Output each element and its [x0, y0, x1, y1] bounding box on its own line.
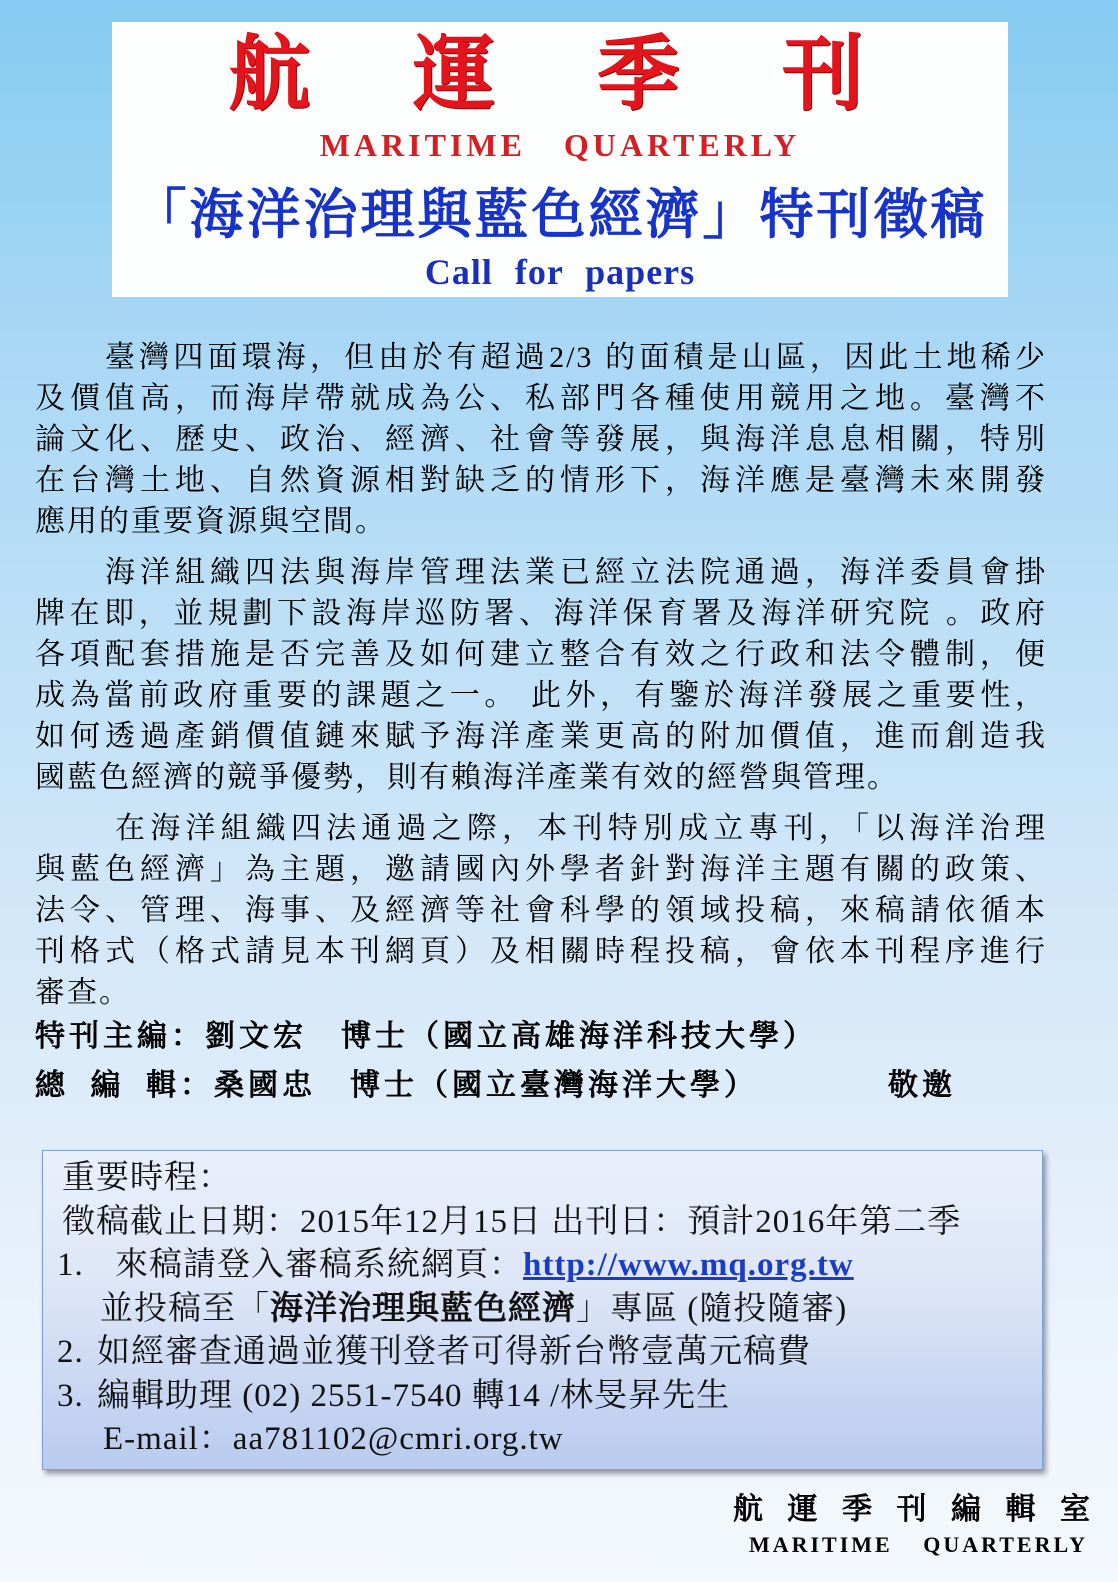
item-number: 2.	[57, 1334, 84, 1370]
paragraph-line: 在海洋組織四法通過之際，本刊特別成立專刊，「以海洋治理	[115, 812, 1047, 845]
masthead-title-zh: 航 運 季 刊	[228, 29, 864, 120]
paragraph-line: 審查。	[35, 976, 131, 1009]
schedule-item-2	[57, 1331, 1024, 1375]
masthead-title-en: MARITIME QUARTERLY	[319, 127, 801, 163]
schedule-item-3	[57, 1375, 1024, 1419]
item-detail-text: 」專區 (隨投隨審)	[576, 1290, 848, 1327]
paragraph-line: 如何透過產銷價值鏈來賦予海洋產業更高的附加價值，進而創造我	[35, 720, 1047, 753]
call-for-papers-subtitle: Call for papers	[424, 252, 696, 292]
schedule-item-1	[57, 1244, 1024, 1288]
paragraph-line: 法令、管理、海事、及經濟等社會科學的領域投稿，來稿請依循本	[35, 894, 1047, 927]
paragraph-line: 牌在即，並規劃下設海岸巡防署、海洋保育署及海洋研究院 。政府	[35, 597, 1047, 630]
paragraph-line: 臺灣四面環海，但由於有超過2/3 的面積是山區，因此土地稀少	[105, 341, 1047, 374]
contact-email: E-mail：aa781102@cmri.org.tw	[103, 1421, 564, 1457]
item-detail-text: 並投稿至「	[100, 1290, 270, 1327]
guest-editor-line: 特刊主編：劉文宏 博士（國立高雄海洋科技大學）	[35, 1020, 817, 1053]
body-text	[35, 337, 1047, 1013]
submission-deadline: 徵稿截止日期：2015年12月15日 出刊日：預計2016年第二季	[62, 1203, 962, 1240]
paragraph-line: 與藍色經濟」為主題，邀請國內外學者針對海洋主題有關的政策、	[35, 853, 1047, 886]
paragraph-line: 應用的重要資源與空間。	[35, 505, 387, 538]
schedule-heading: 重要時程：	[62, 1160, 232, 1196]
editors	[35, 1012, 1047, 1110]
item-number: 1.	[57, 1247, 84, 1283]
paragraph-line: 海洋組織四法與海岸管理法業已經立法院通過，海洋委員會掛	[105, 556, 1047, 589]
item-detail-bold: 海洋治理與藍色經濟	[270, 1290, 576, 1327]
chief-editor-row	[35, 1061, 1047, 1110]
paragraph-1	[35, 337, 1047, 542]
paragraph-line: 論文化、歷史、政治、經濟、社會等發展，與海洋息息相關，特別	[35, 423, 1047, 456]
paragraph-line: 國藍色經濟的競爭優勢，則有賴海洋產業有效的經營與管理。	[35, 761, 899, 794]
footer-org-en: MARITIME QUARTERLY	[748, 1532, 1088, 1557]
item-text: 編輯助理 (02) 2551-7540 轉14 /林旻昇先生	[97, 1377, 731, 1414]
paragraph-line: 成為當前政府重要的課題之一。 此外，有鑒於海洋發展之重要性，	[35, 679, 1047, 712]
schedule-item-1-detail	[62, 1288, 1024, 1332]
invitation-closing: 敬邀	[888, 1069, 956, 1102]
paragraph-2	[35, 552, 1047, 798]
chief-editor-line: 總 編 輯：桑國忠 博士（國立臺灣海洋大學）	[35, 1069, 758, 1102]
paragraph-line: 在台灣土地、自然資源相對缺乏的情形下，海洋應是臺灣未來開發	[35, 464, 1047, 497]
item-text: 來稿請登入審稿系統網頁：	[115, 1247, 523, 1283]
paragraph-3	[35, 808, 1047, 1013]
item-number: 3.	[57, 1377, 84, 1414]
paragraph-line: 各項配套措施是否完善及如何建立整合有效之行政和法令體制，便	[35, 638, 1047, 671]
paragraph-line: 刊格式（格式請見本刊網頁）及相關時程投稿，會依本刊程序進行	[35, 935, 1047, 968]
masthead	[112, 22, 1008, 297]
item-text: 如經審查通過並獲刊登者可得新台幣壹萬元稿費	[97, 1334, 811, 1370]
paragraph-line: 及價值高，而海岸帶就成為公、私部門各種使用競用之地。臺灣不	[35, 382, 1047, 415]
footer-org-zh: 航 運 季 刊 編 輯 室	[733, 1493, 1090, 1526]
submission-website-link[interactable]: http://www.mq.org.tw	[523, 1247, 854, 1283]
special-issue-theme: 「海洋治理與藍色經濟」特刊徵稿	[132, 185, 988, 245]
schedule-box	[42, 1150, 1043, 1470]
